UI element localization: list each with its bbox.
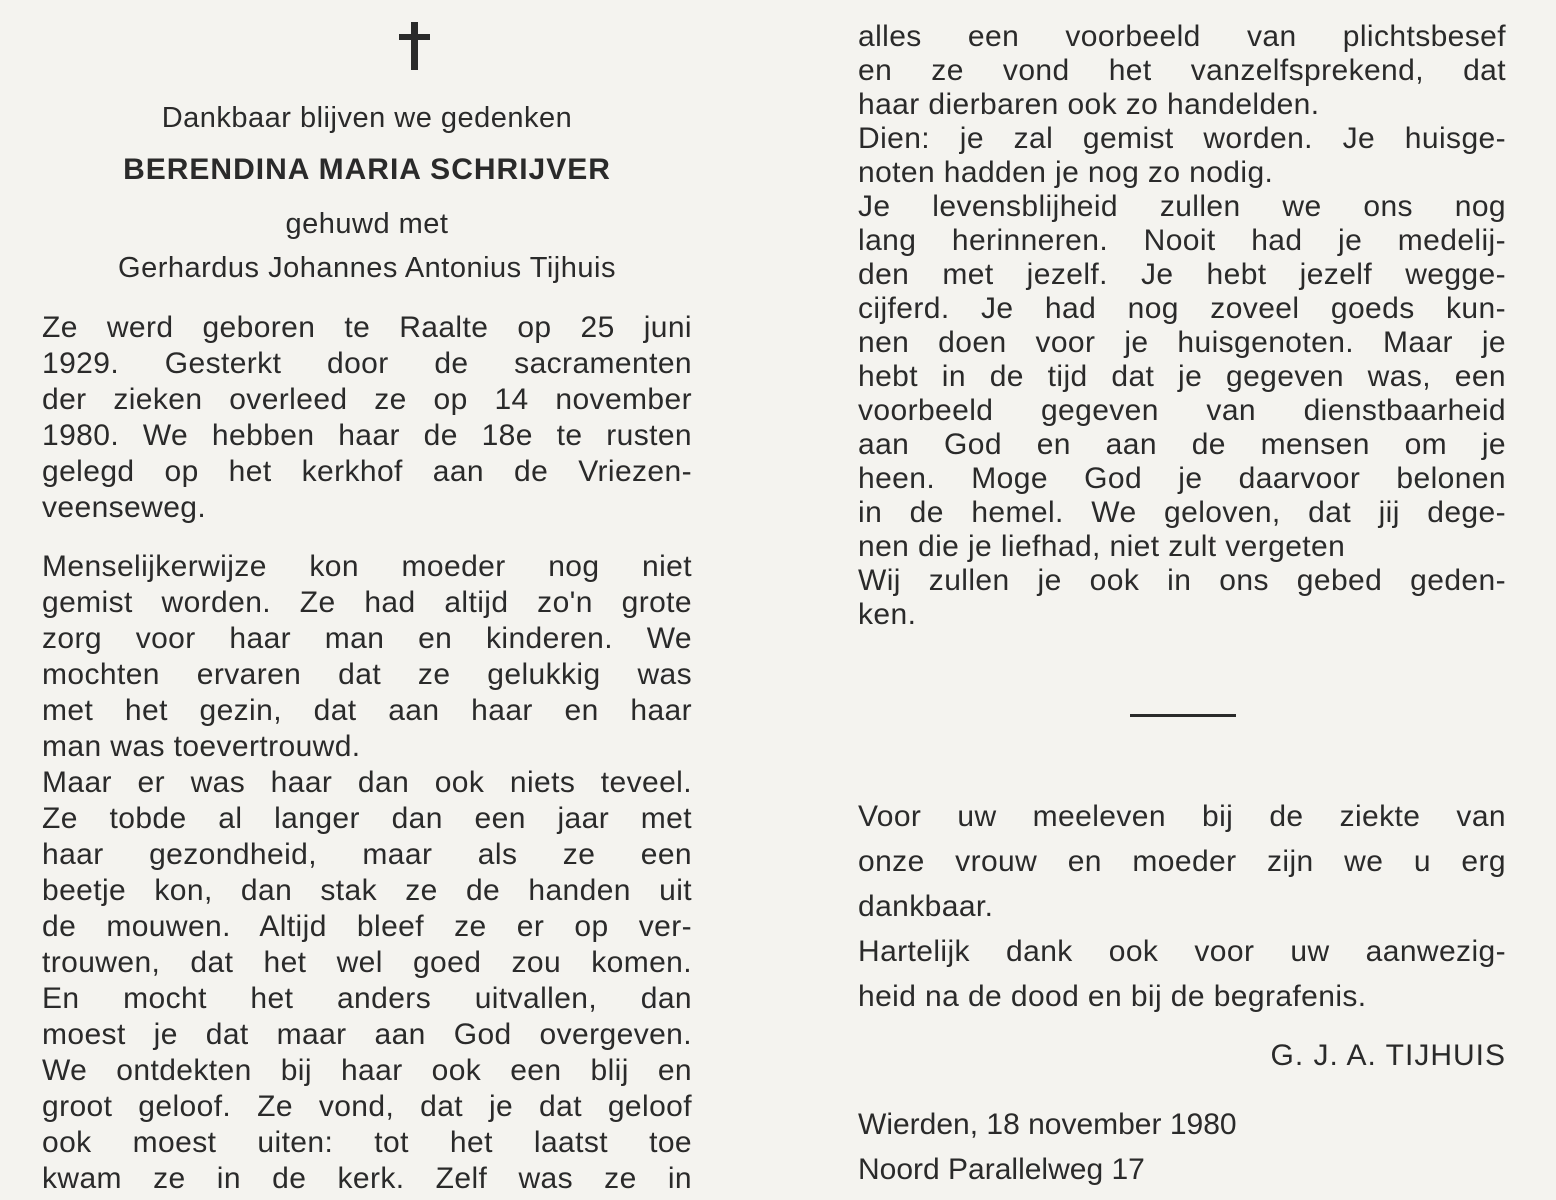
text-line: heid na de dood en bij de begrafenis.	[858, 980, 1367, 1013]
place-date: Wierden, 18 november 1980	[858, 1108, 1237, 1141]
text-line: ook moest uiten: tot het laatst toe	[42, 1126, 692, 1159]
text-line: alles een voorbeeld van plichtsbesef	[858, 20, 1506, 53]
text-line: lang herinneren. Nooit had je medelij-	[858, 224, 1506, 257]
text-line: moest je dat maar aan God overgeven.	[42, 1018, 692, 1051]
text-line: gemist worden. Ze had altijd zo'n grote	[42, 586, 692, 619]
text-line: beetje kon, dan stak ze de handen uit	[42, 874, 692, 907]
continuation-paragraph	[858, 20, 1506, 632]
text-line: de mouwen. Altijd bleef ze er op ver-	[42, 910, 692, 943]
text-line: met het gezin, dat aan haar en haar	[42, 694, 692, 727]
text-line: voorbeeld gegeven van dienstbaarheid	[858, 394, 1506, 427]
text-line: haar dierbaren ook zo handelden.	[858, 88, 1320, 121]
text-line: Wij zullen je ook in ons gebed geden-	[858, 564, 1506, 597]
text-line: gelegd op het kerkhof aan de Vriezen-	[42, 455, 692, 488]
text-line: Menselijkerwijze kon moeder nog niet	[42, 550, 692, 583]
thanks-paragraph	[858, 794, 1506, 1019]
text-line: Hartelijk dank ook voor uw aanwezig-	[858, 935, 1506, 968]
text-line: in de hemel. We geloven, dat jij dege-	[858, 496, 1506, 529]
spouse-name: Gerhardus Johannes Antonius Tijhuis	[118, 252, 616, 284]
text-line: kwam ze in de kerk. Zelf was ze in	[42, 1162, 692, 1195]
deceased-name: BERENDINA MARIA SCHRIJVER	[123, 153, 611, 186]
text-line: den met jezelf. Je hebt jezelf wegge-	[858, 258, 1506, 291]
text-line: 1980. We hebben haar de 18e te rusten	[42, 419, 692, 452]
married-text: gehuwd met	[285, 208, 449, 240]
intro-text: Dankbaar blijven we gedenken	[161, 102, 573, 134]
text-line: En mocht het anders uitvallen, dan	[42, 982, 692, 1015]
text-line: Voor uw meeleven bij de ziekte van	[858, 800, 1506, 833]
text-line: groot geloof. Ze vond, dat je dat geloof	[42, 1090, 692, 1123]
text-line: 1929. Gesterkt door de sacramenten	[42, 347, 692, 380]
text-line: nen die je liefhad, niet zult vergeten	[858, 530, 1346, 563]
text-line: man was toevertrouwd.	[42, 730, 361, 763]
text-line: Ze werd geboren te Raalte op 25 juni	[42, 311, 692, 344]
text-line: hebt in de tijd dat je gegeven was, een	[858, 360, 1506, 393]
text-line: onze vrouw en moeder zijn we u erg	[858, 845, 1506, 878]
text-line: veenseweg.	[42, 491, 207, 524]
text-line: trouwen, dat het wel goed zou komen.	[42, 946, 692, 979]
text-line: mochten ervaren dat ze gelukkig was	[42, 658, 692, 691]
text-line: nen doen voor je huisgenoten. Maar je	[858, 326, 1506, 359]
text-line: ken.	[858, 598, 917, 631]
text-line: Ze tobde al langer dan een jaar met	[42, 802, 692, 835]
text-line: Maar er was haar dan ook niets teveel.	[42, 766, 692, 799]
text-line: en ze vond het vanzelfsprekend, dat	[858, 54, 1506, 87]
text-line: We ontdekten bij haar ook een blij en	[42, 1054, 692, 1087]
text-line: dankbaar.	[858, 890, 994, 923]
text-line: aan God en aan de mensen om je	[858, 428, 1506, 461]
text-line: haar gezondheid, maar als ze een	[42, 838, 692, 871]
remembrance-paragraph	[42, 549, 692, 1197]
text-line: heen. Moge God je daarvoor belonen	[858, 462, 1506, 495]
divider	[1130, 714, 1236, 717]
address: Noord Parallelweg 17	[858, 1153, 1145, 1186]
text-line: der zieken overleed ze op 14 november	[42, 383, 692, 416]
text-line: Je levensblijheid zullen we ons nog	[858, 190, 1506, 223]
signature-name: G. J. A. TIJHUIS	[1270, 1039, 1506, 1072]
biography-paragraph	[42, 310, 692, 526]
cross-icon	[397, 22, 431, 70]
text-line: zorg voor haar man en kinderen. We	[42, 622, 692, 655]
text-line: cijferd. Je had nog zoveel goeds kun-	[858, 292, 1506, 325]
text-line: Dien: je zal gemist worden. Je huisge-	[858, 122, 1506, 155]
text-line: noten hadden je nog zo nodig.	[858, 156, 1274, 189]
